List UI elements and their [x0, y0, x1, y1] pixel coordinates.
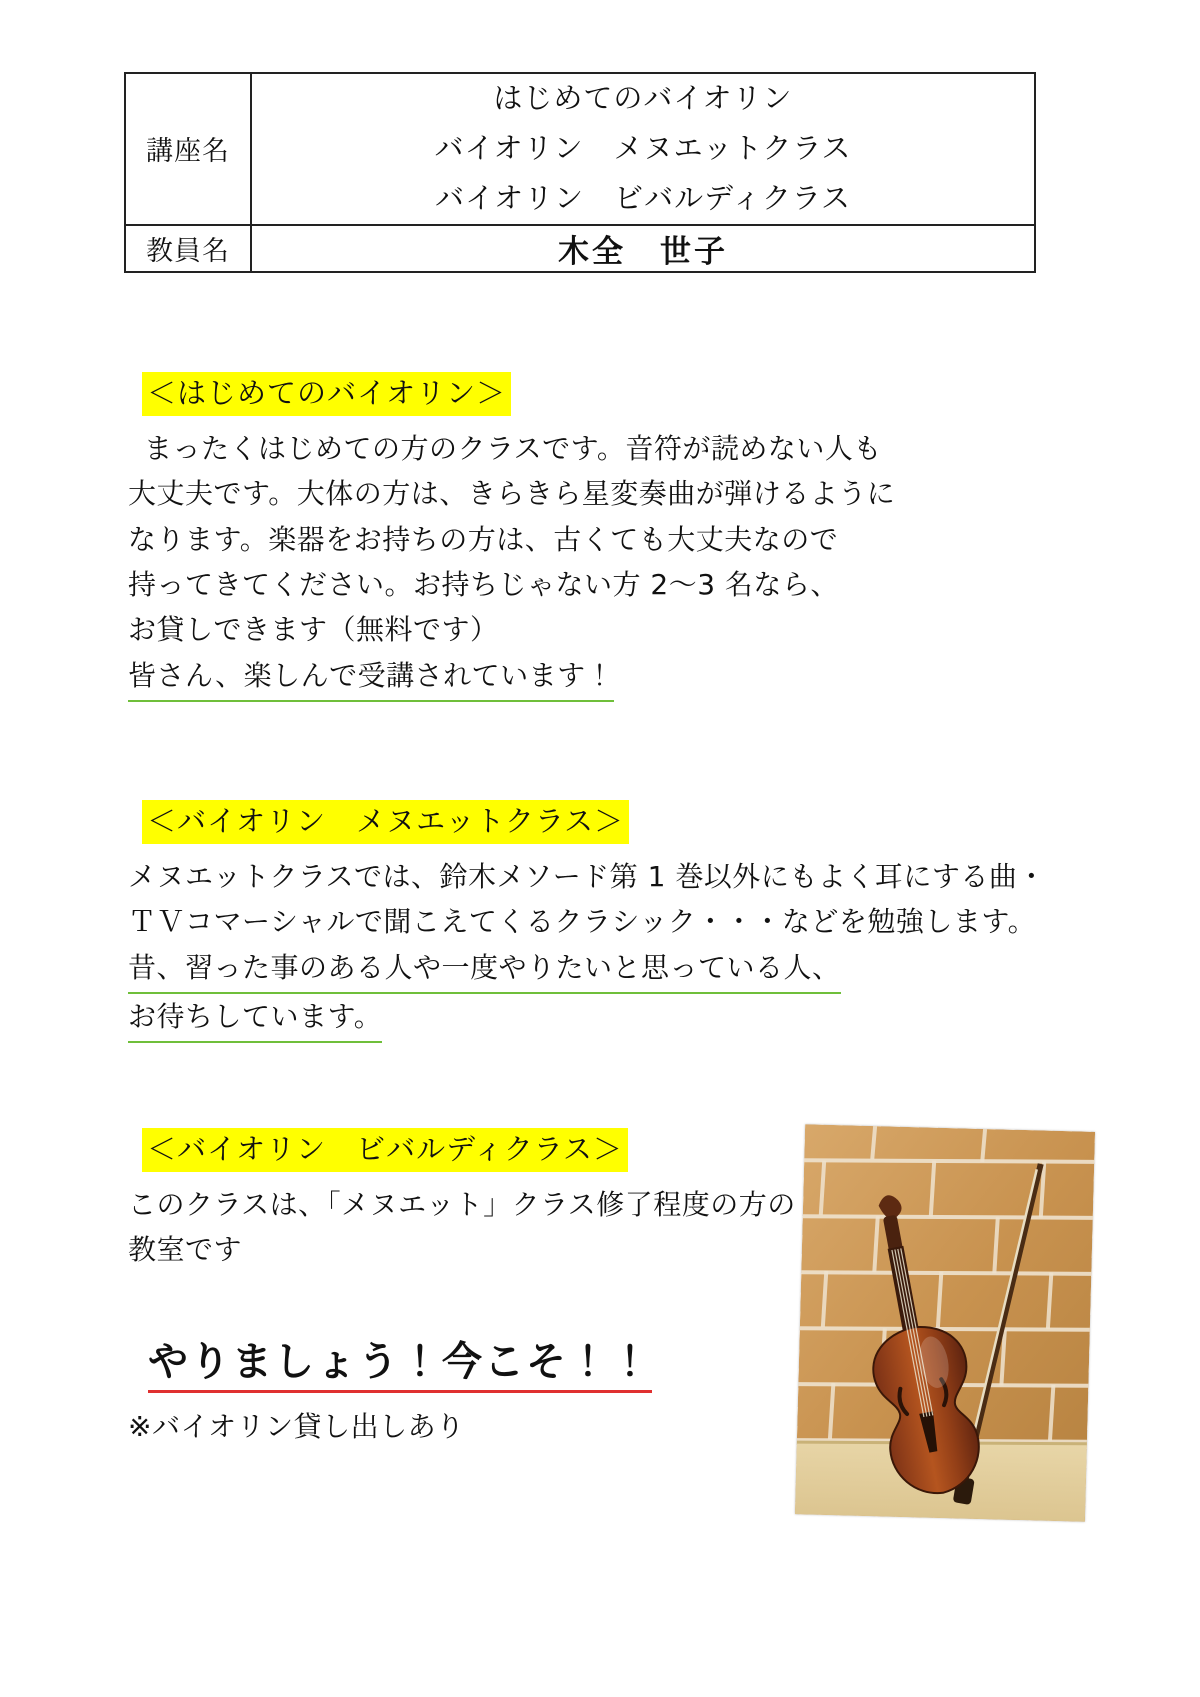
- course-name-3: バイオリン ビバルディクラス: [435, 180, 851, 215]
- body-line-underlined: [128, 994, 1046, 1043]
- violin-photo-image: [795, 1124, 1095, 1521]
- section-heading-3: ＜バイオリン ビバルディクラス＞: [142, 1128, 628, 1172]
- call-to-action: [148, 1330, 652, 1393]
- table-row-teacher: [125, 225, 1035, 272]
- underlined-text: 昔、習った事のある人や一度やりたいと思っている人、: [128, 945, 841, 994]
- underlined-text: 皆さん、楽しんで受講されています！: [128, 653, 614, 702]
- teacher-label-cell: 教員名: [125, 225, 251, 272]
- section-body-3: [128, 1182, 796, 1273]
- body-line: 持ってきてください。お持ちじゃない方 2～3 名なら、: [128, 567, 839, 601]
- section-vivaldi-class: [128, 1128, 796, 1273]
- body-line-underlined: [128, 653, 895, 702]
- table-row-course: [125, 73, 1035, 225]
- body-line: お貸しできます（無料です）: [128, 613, 499, 647]
- violin-photo: [795, 1124, 1095, 1521]
- section-body-1: [128, 426, 895, 702]
- body-line: まったくはじめての方のクラスです。音符が読めない人も: [144, 431, 882, 465]
- teacher-name-cell: 木全 世子: [251, 225, 1035, 272]
- call-to-action-text: やりましょう！今こそ！！: [148, 1330, 652, 1393]
- section-minuet-class: [128, 800, 1046, 1043]
- body-line: なります。楽器をお持ちの方は、古くても大丈夫なので: [128, 522, 839, 556]
- section-body-2: [128, 854, 1046, 1043]
- body-line: ＴＶコマーシャルで聞こえてくるクラシック・・・などを勉強します。: [128, 905, 1037, 939]
- body-line-underlined: [128, 945, 1046, 994]
- course-names-cell: [251, 73, 1035, 225]
- course-name-1: はじめてのバイオリン: [493, 81, 793, 115]
- body-line: このクラスは、「メヌエット」クラス修了程度の方の: [128, 1187, 796, 1221]
- body-line: メヌエットクラスでは、鈴木メソード第 1 巻以外にもよく耳にする曲・: [128, 859, 1046, 893]
- rental-note: ※バイオリン貸し出しあり: [128, 1410, 465, 1443]
- section-heading-1: ＜はじめてのバイオリン＞: [142, 372, 511, 416]
- body-line: 教室です: [128, 1233, 243, 1267]
- course-info-table: [124, 72, 1036, 273]
- underlined-text: お待ちしています。: [128, 994, 382, 1043]
- course-label-cell: 講座名: [125, 73, 251, 225]
- section-beginner-violin: [128, 372, 895, 702]
- body-line: 大丈夫です。大体の方は、きらきら星変奏曲が弾けるように: [128, 477, 896, 511]
- section-heading-2: ＜バイオリン メヌエットクラス＞: [142, 800, 629, 844]
- course-name-2: バイオリン メヌエットクラス: [434, 130, 852, 165]
